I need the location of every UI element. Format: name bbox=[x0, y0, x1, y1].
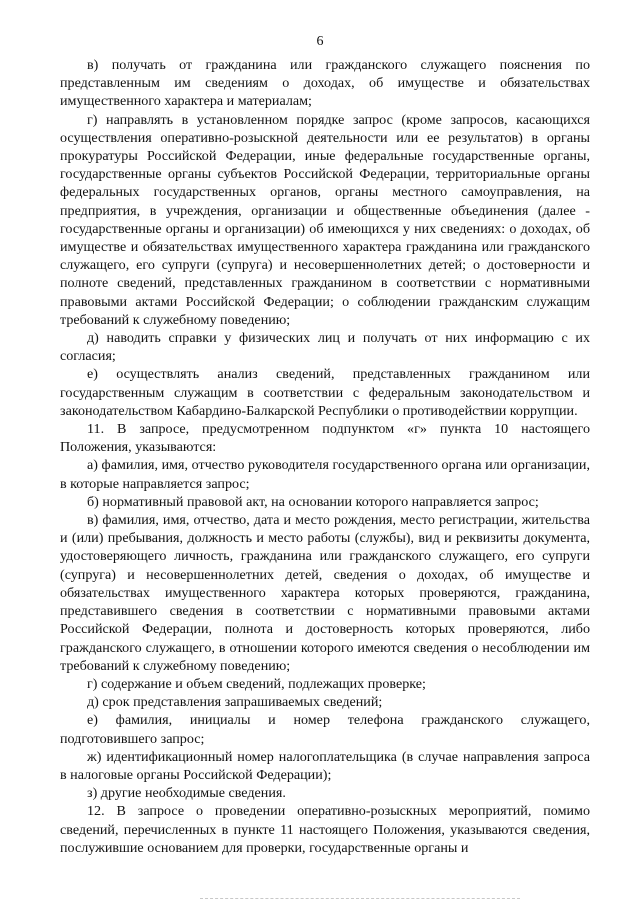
paragraph-11-a: а) фамилия, имя, отчество руководителя государственного органа или организации, в которые направляется запрос; bbox=[60, 457, 590, 492]
paragraph-11-g: г) содержание и объем сведений, подлежащих проверке; bbox=[87, 675, 426, 692]
paragraph-12-operational-requests: 12. В запросе о проведении оперативно-розыскных мероприятий, помимо сведений, перечисленных в пункте 11 настоящего Положения, указываются сведения, послужившие основанием для проверки, государственные органы и bbox=[60, 803, 590, 856]
paragraph-11-zh: ж) идентификационный номер налогоплательщика (в случае направления запроса в налоговые органы Российской Федерации); bbox=[60, 748, 590, 783]
paragraph-d-inquiries: д) наводить справки у физических лиц и получать от них информацию с их согласия; bbox=[60, 330, 590, 365]
paragraph-11-z: з) другие необходимые сведения. bbox=[87, 785, 286, 802]
paragraph-11-e: е) фамилия, инициалы и номер телефона гражданского служащего, подготовившего запрос; bbox=[60, 712, 590, 747]
paragraph-11-b: б) нормативный правовой акт, на основании которого направляется запрос; bbox=[87, 493, 539, 510]
document-body bbox=[60, 56, 590, 857]
scan-edge-artifact bbox=[200, 898, 520, 901]
paragraph-11-v: в) фамилия, имя, отчество, дата и место рождения, место регистрации, жительства и (или) пребывания, должность и место работы (службы), вид и реквизиты документа, удостоверяющего личность, гражданина или гражданского служащего, его супруги (супруга) и несовершеннолетних детей, сведения о доходах, об имуществе и обязательствах имущественного характера которых проверяются, гражданина, представившего сведения в соответствии с нормативными правовыми актами Российской Федерации, полнота и достоверность которых проверяются, либо гражданского служащего, в отношении которого имеются сведения о несоблюдении им требований к служебному поведению; bbox=[60, 512, 590, 674]
paragraph-g-requests: г) направлять в установленном порядке запрос (кроме запросов, касающихся осуществления оперативно-розыскной деятельности или ее результатов) в органы прокуратуры Российской Федерации, иные федеральные государственные органы, государственные органы субъектов Российской Федерации, территориальные органы федеральных государственных органов, органы местного самоуправления, на предприятия, в учреждения, организации и общественные объединения (далее - государственные органы и организации) об имеющихся у них сведениях: о доходах, об имуществе и обязательствах имущественного характера гражданина или гражданского служащего, его супруги (супруга) и несовершеннолетних детей; о достоверности и полноте сведений, представленных гражданином в соответствии с нормативными правовыми актами Российской Федерации; о соблюдении гражданским служащим требований к служебному поведению; bbox=[60, 111, 590, 328]
paragraph-e-analysis: е) осуществлять анализ сведений, представленных гражданином или государственным служащим в соответствии с федеральным законодательством и законодательством Кабардино-Балкарской Республики о противодействии коррупции. bbox=[60, 366, 590, 419]
paragraph-11-request-contents: 11. В запросе, предусмотренном подпунктом «г» пункта 10 настоящего Положения, указываются: bbox=[60, 421, 590, 456]
paragraph-v-clarifications: в) получать от гражданина или гражданского служащего пояснения по представленным им сведениям о доходах, об имуществе и обязательствах имущественного характера и материалам; bbox=[60, 57, 590, 110]
page-number: 6 bbox=[316, 34, 324, 49]
paragraph-11-d: д) срок представления запрашиваемых сведений; bbox=[87, 694, 383, 711]
